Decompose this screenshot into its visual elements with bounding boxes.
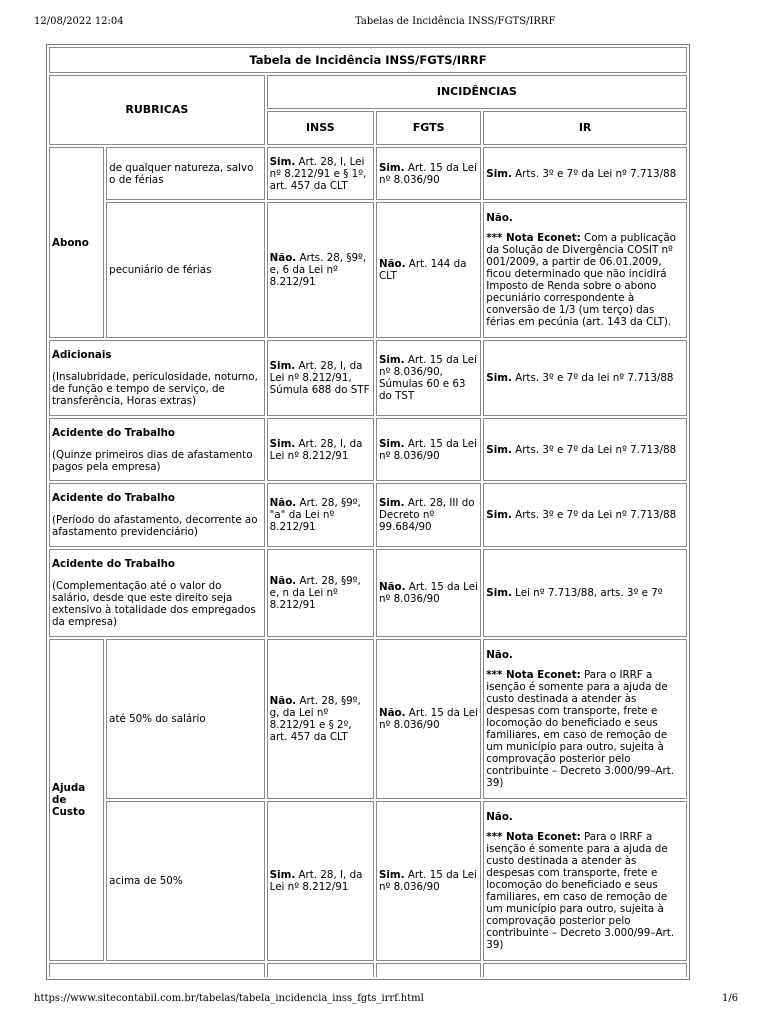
inss-cell: Não. Art. 28, §9º, e, n da Lei nº 8.212/91 (267, 549, 374, 637)
ir-cell: Sim. Arts. 3º e 7º da Lei nº 7.713/88 (483, 418, 687, 481)
fgts-cell: Sim. Art. 15 da Lei nº 8.036/90 (376, 801, 481, 961)
rubrica-adicionais: Adicionais (Insalubridade, periculosidade, noturno, de função e tempo de serviço, de transferência, Horas extras) (49, 340, 265, 416)
incidence-table (46, 44, 690, 980)
sub-rubrica: acima de 50% (106, 801, 264, 961)
print-header-datetime: 12/08/2022 12:04 (34, 16, 124, 27)
inss-cell: Sim. Art. 28, I, Lei nº 8.212/91 e § 1º, art. 457 da CLT (267, 147, 374, 200)
ir-cell: Sim. Arts. 3º e 7º da lei nº 7.713/88 (483, 340, 687, 416)
sub-rubrica: até 50% do salário (106, 639, 264, 799)
fgts-cell: Sim. Art. 15 da Lei nº 8.036/90 (376, 147, 481, 200)
print-footer-url: https://www.sitecontabil.com.br/tabelas/tabela_incidencia_inss_fgts_irrf.html (34, 993, 424, 1004)
fgts-cell: Não. Art. 15 da Lei nº 8.036/90 (376, 639, 481, 799)
inss-cell: Sim. Art. 28, I, da Lei nº 8.212/91 (267, 418, 374, 481)
inss-cell: Não. Arts. 28, §9º, e, 6 da Lei nº 8.212/91 (267, 202, 374, 338)
sub-rubrica: de qualquer natureza, salvo o de férias (106, 147, 264, 200)
table-row (49, 549, 687, 637)
rubricas-header: RUBRICAS (49, 75, 265, 145)
inss-cell: Sim. Art. 28, I, da Lei nº 8.212/91 (267, 801, 374, 961)
column-header-ir: IR (483, 111, 687, 145)
fgts-cell: Não. Art. 144 da CLT (376, 202, 481, 338)
fgts-cell: Sim. Art. 15 da Lei nº 8.036/90 (376, 418, 481, 481)
table-title: Tabela de Incidência INSS/FGTS/IRRF (49, 47, 687, 73)
table-row (49, 801, 687, 961)
inss-cell: Sim. Art. 28, I, da Lei nº 8.212/91, Súmula 688 do STF (267, 340, 374, 416)
table-row (49, 639, 687, 799)
inss-cell: Não. Art. 28, §9º, "a" da Lei nº 8.212/91 (267, 483, 374, 547)
ir-cell: Sim. Lei nº 7.713/88, arts. 3º e 7º (483, 549, 687, 637)
fgts-cell: Sim. Art. 28, III do Decreto nº 99.684/90 (376, 483, 481, 547)
table-row (49, 340, 687, 416)
sub-rubrica: pecuniário de férias (106, 202, 264, 338)
ir-cell: Sim. Arts. 3º e 7º da Lei nº 7.713/88 (483, 483, 687, 547)
fgts-cell: Sim. Art. 15 da Lei nº 8.036/90, Súmulas 60 e 63 do TST (376, 340, 481, 416)
inss-cell: Não. Art. 28, §9º, g, da Lei nº 8.212/91 e § 2º, art. 457 da CLT (267, 639, 374, 799)
rubrica-acidente-trabalho-2: Acidente do Trabalho (Período do afastamento, decorrente ao afastamento previdenciário) (49, 483, 265, 547)
rubrica-abono: Abono (49, 147, 104, 338)
incidencias-header: INCIDÊNCIAS (267, 75, 687, 109)
ir-cell: Não. *** Nota Econet: Com a publicação da Solução de Divergência COSIT nº 001/2009, a partir de 06.01.2009, ficou determinado que não incidirá Imposto de Renda sobre o abono pecuniário correspondente à conversão de 1/3 (um terço) das férias em pecúnia (art. 143 da CLT). (483, 202, 687, 338)
ir-cell: Sim. Arts. 3º e 7º da Lei nº 7.713/88 (483, 147, 687, 200)
table-row (49, 418, 687, 481)
table-row (49, 483, 687, 547)
rubrica-acidente-trabalho-1: Acidente do Trabalho (Quinze primeiros dias de afastamento pagos pela empresa) (49, 418, 265, 481)
column-header-fgts: FGTS (376, 111, 481, 145)
fgts-cell: Não. Art. 15 da Lei nº 8.036/90 (376, 549, 481, 637)
ir-cell: Não. *** Nota Econet: Para o IRRF a isenção é somente para a ajuda de custo destinada a atender às despesas com transporte, frete e locomoção do beneficiado e seus familiares, em caso de remoção de um município para outro, sujeita à comprovação posterior pelo contribuinte – Decreto 3.000/99–Art. 39) (483, 801, 687, 961)
table-row (49, 202, 687, 338)
table-row (49, 147, 687, 200)
table-row-continued (49, 963, 687, 977)
print-header-title: Tabelas de Incidência INSS/FGTS/IRRF (355, 16, 556, 27)
column-header-inss: INSS (267, 111, 374, 145)
print-footer-page-number: 1/6 (722, 993, 739, 1004)
rubrica-acidente-trabalho-3: Acidente do Trabalho (Complementação até o valor do salário, desde que este direito seja extensivo à totalidade dos empregados da empresa) (49, 549, 265, 637)
ir-cell: Não. *** Nota Econet: Para o IRRF a isenção é somente para a ajuda de custo destinada a atender às despesas com transporte, frete e locomoção do beneficiado e seus familiares, em caso de remoção de um município para outro, sujeita à comprovação posterior pelo contribuinte – Decreto 3.000/99–Art. 39) (483, 639, 687, 799)
rubrica-ajuda-de-custo: Ajuda de Custo (49, 639, 104, 961)
